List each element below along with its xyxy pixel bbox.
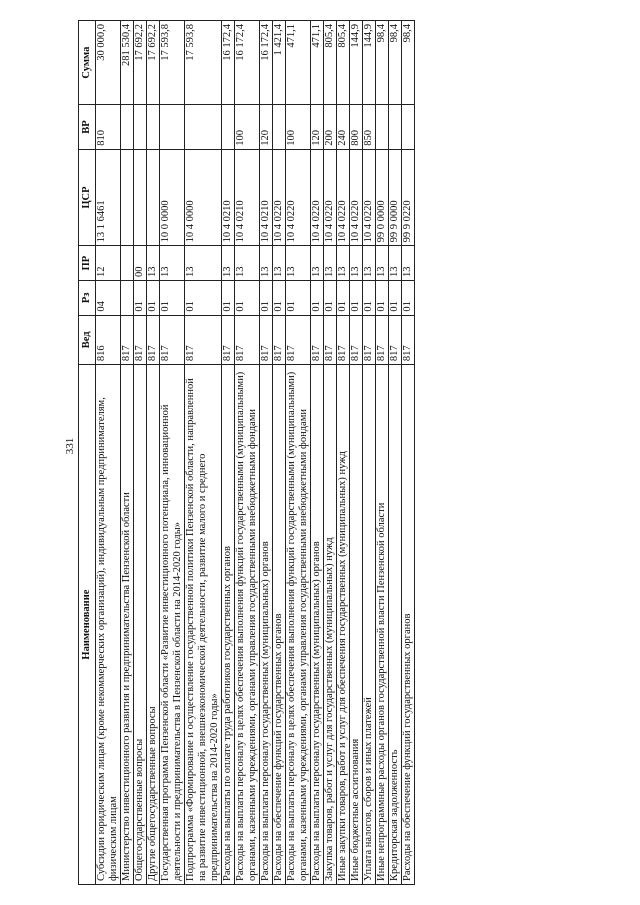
cell-rz: 01	[185, 280, 222, 315]
cell-sum: 30 000,0	[96, 21, 121, 105]
cell-rz: 01	[222, 280, 235, 315]
table-row	[376, 21, 389, 885]
cell-vr: 240	[337, 105, 350, 150]
cell-csr: 13 1 6461	[96, 149, 121, 246]
cell-pr: 12	[96, 246, 121, 281]
cell-csr: 10 4 0220	[311, 149, 324, 246]
cell-ved: 817	[350, 315, 363, 365]
cell-sum: 16 172,4	[222, 21, 235, 105]
cell-pr	[121, 246, 134, 281]
cell-ved: 817	[363, 315, 376, 365]
cell-csr: 10 4 0220	[273, 149, 286, 246]
cell-ved: 817	[222, 315, 235, 365]
header-ved: Вед	[79, 315, 96, 365]
cell-sum: 16 172,4	[235, 21, 260, 105]
cell-rz: 01	[286, 280, 311, 315]
cell-vr	[402, 105, 415, 150]
table-row	[185, 21, 222, 885]
cell-csr: 10 4 0220	[324, 149, 337, 246]
cell-rz: 01	[235, 280, 260, 315]
header-name: Наименование	[79, 365, 96, 885]
cell-name: Иные бюджетные ассигнования	[350, 365, 363, 885]
table-row	[235, 21, 260, 885]
cell-pr: 13	[350, 246, 363, 281]
cell-pr: 13	[402, 246, 415, 281]
header-sum: Сумма	[79, 21, 96, 105]
cell-csr: 10 4 0220	[337, 149, 350, 246]
cell-name: Расходы на выплаты персоналу в целях обеспечения выполнения функций государственными (муниципальными) органами, казенными учреждениями, органами управления государственными внебюджетными фондами	[286, 365, 311, 885]
cell-csr: 10 4 0220	[286, 149, 311, 246]
budget-table	[78, 20, 415, 885]
cell-csr: 10 4 0220	[350, 149, 363, 246]
cell-ved: 817	[337, 315, 350, 365]
table-row	[121, 21, 134, 885]
cell-sum: 16 172,4	[260, 21, 273, 105]
cell-csr	[147, 149, 160, 246]
cell-csr: 10 4 0210	[222, 149, 235, 246]
table-row	[96, 21, 121, 885]
cell-vr: 100	[235, 105, 260, 150]
header-vr: ВР	[79, 105, 96, 150]
header-csr: ЦСР	[79, 149, 96, 246]
cell-ved: 817	[235, 315, 260, 365]
cell-rz: 01	[147, 280, 160, 315]
cell-name: Расходы на обеспечение функций государственных органов	[402, 365, 415, 885]
cell-name: Расходы на обеспечение функций государственных органов	[273, 365, 286, 885]
cell-ved: 817	[389, 315, 402, 365]
cell-sum: 144,9	[350, 21, 363, 105]
cell-csr: 10 4 0000	[185, 149, 222, 246]
cell-ved: 816	[96, 315, 121, 365]
cell-rz: 01	[363, 280, 376, 315]
cell-pr: 13	[389, 246, 402, 281]
cell-ved: 817	[160, 315, 185, 365]
cell-ved: 817	[376, 315, 389, 365]
cell-pr: 13	[185, 246, 222, 281]
cell-pr: 13	[260, 246, 273, 281]
cell-rz: 04	[96, 280, 121, 315]
cell-pr: 13	[222, 246, 235, 281]
cell-rz: 01	[160, 280, 185, 315]
table-row	[324, 21, 337, 885]
cell-sum: 281 530,4	[121, 21, 134, 105]
cell-sum: 471,1	[286, 21, 311, 105]
cell-rz: 01	[134, 280, 147, 315]
table-row	[337, 21, 350, 885]
cell-ved: 817	[260, 315, 273, 365]
cell-name: Расходы на выплаты персоналу государственных (муниципальных) органов	[260, 365, 273, 885]
cell-vr	[134, 105, 147, 150]
cell-name: Расходы на выплаты персоналу государственных (муниципальных) органов	[311, 365, 324, 885]
cell-pr: 13	[147, 246, 160, 281]
cell-vr	[273, 105, 286, 150]
table-row	[160, 21, 185, 885]
cell-sum: 805,4	[324, 21, 337, 105]
cell-ved: 817	[134, 315, 147, 365]
table-row	[311, 21, 324, 885]
cell-sum: 1 421,4	[273, 21, 286, 105]
cell-vr	[121, 105, 134, 150]
table-row	[389, 21, 402, 885]
rotated-table-container	[78, 20, 548, 885]
table-row	[147, 21, 160, 885]
cell-name: Общегосударственные вопросы	[134, 365, 147, 885]
cell-pr: 00	[134, 246, 147, 281]
cell-rz	[121, 280, 134, 315]
cell-sum: 17 593,8	[160, 21, 185, 105]
cell-vr	[376, 105, 389, 150]
table-row	[286, 21, 311, 885]
cell-ved: 817	[185, 315, 222, 365]
cell-pr: 13	[376, 246, 389, 281]
cell-rz: 01	[350, 280, 363, 315]
cell-ved: 817	[324, 315, 337, 365]
cell-pr: 13	[160, 246, 185, 281]
cell-pr: 13	[235, 246, 260, 281]
cell-name: Уплата налогов, сборов и иных платежей	[363, 365, 376, 885]
cell-ved: 817	[402, 315, 415, 365]
cell-name: Иные закупки товаров, работ и услуг для обеспечения государственных (муниципальных) нужд	[337, 365, 350, 885]
cell-csr: 99 9 0220	[402, 149, 415, 246]
table-row	[350, 21, 363, 885]
cell-pr: 13	[337, 246, 350, 281]
cell-sum: 98,4	[402, 21, 415, 105]
cell-rz: 01	[376, 280, 389, 315]
cell-vr: 120	[260, 105, 273, 150]
cell-name: Подпрограмма «Формирование и осуществление государственной политики Пензенской области, направленной на развитие инвестиционной, внешнеэкономической деятельности, развитие малого и среднего предпринимательства на 2014-2020 годы»	[185, 365, 222, 885]
cell-rz: 01	[324, 280, 337, 315]
cell-name: Другие общегосударственные вопросы	[147, 365, 160, 885]
cell-ved: 817	[121, 315, 134, 365]
cell-sum: 98,4	[376, 21, 389, 105]
cell-rz: 01	[402, 280, 415, 315]
page-number: 331	[64, 437, 76, 455]
cell-sum: 98,4	[389, 21, 402, 105]
cell-vr: 100	[286, 105, 311, 150]
cell-vr	[147, 105, 160, 150]
cell-csr	[121, 149, 134, 246]
table-row	[134, 21, 147, 885]
cell-csr: 10 4 0210	[235, 149, 260, 246]
cell-pr: 13	[363, 246, 376, 281]
cell-name: Расходы на выплаты персоналу в целях обеспечения выполнения функций государственными (муниципальными) органами, казенными учреждениями, органами управления государственными внебюджетными фондами	[235, 365, 260, 885]
cell-vr: 810	[96, 105, 121, 150]
rotated-page-frame	[78, 20, 548, 885]
table-header-row	[79, 21, 96, 885]
cell-name: Министерство инвестиционного развития и предпринимательства Пензенской области	[121, 365, 134, 885]
table-body	[96, 21, 415, 885]
cell-csr: 10 4 0220	[363, 149, 376, 246]
header-rz: Рз	[79, 280, 96, 315]
cell-sum: 17 692,2	[134, 21, 147, 105]
cell-rz: 01	[337, 280, 350, 315]
cell-pr: 13	[311, 246, 324, 281]
cell-name: Иные непрограммные расходы органов государственной власти Пензенской области	[376, 365, 389, 885]
table-row	[222, 21, 235, 885]
cell-csr: 10 0 0000	[160, 149, 185, 246]
cell-pr: 13	[273, 246, 286, 281]
cell-sum: 17 692,2	[147, 21, 160, 105]
cell-csr: 99 0 0000	[376, 149, 389, 246]
cell-rz: 01	[273, 280, 286, 315]
cell-sum: 805,4	[337, 21, 350, 105]
cell-vr	[222, 105, 235, 150]
table-row	[402, 21, 415, 885]
cell-vr: 800	[350, 105, 363, 150]
cell-rz: 01	[311, 280, 324, 315]
cell-csr: 99 9 0000	[389, 149, 402, 246]
cell-sum: 471,1	[311, 21, 324, 105]
cell-name: Государственная программа Пензенской области «Развитие инвестиционного потенциала, инновационной деятельности и предпринимательства в Пензенской области на 2014-2020 годы»	[160, 365, 185, 885]
cell-pr: 13	[286, 246, 311, 281]
cell-rz: 01	[260, 280, 273, 315]
cell-name: Субсидии юридическим лицам (кроме некоммерческих организаций), индивидуальным предпринимателям, физическим лицам	[96, 365, 121, 885]
cell-name: Расходы на выплаты по оплате труда работников государственных органов	[222, 365, 235, 885]
table-row	[260, 21, 273, 885]
header-pr: ПР	[79, 246, 96, 281]
cell-vr	[185, 105, 222, 150]
table-row	[273, 21, 286, 885]
cell-ved: 817	[286, 315, 311, 365]
cell-sum: 17 593,8	[185, 21, 222, 105]
cell-name: Закупка товаров, работ и услуг для государственных (муниципальных) нужд	[324, 365, 337, 885]
cell-vr	[389, 105, 402, 150]
cell-ved: 817	[273, 315, 286, 365]
cell-name: Кредиторская задолженность	[389, 365, 402, 885]
cell-vr: 120	[311, 105, 324, 150]
table-row	[363, 21, 376, 885]
cell-pr: 13	[324, 246, 337, 281]
cell-vr: 200	[324, 105, 337, 150]
cell-ved: 817	[147, 315, 160, 365]
cell-csr	[134, 149, 147, 246]
cell-rz: 01	[389, 280, 402, 315]
cell-vr: 850	[363, 105, 376, 150]
cell-vr	[160, 105, 185, 150]
cell-sum: 144,9	[363, 21, 376, 105]
cell-ved: 817	[311, 315, 324, 365]
cell-csr: 10 4 0210	[260, 149, 273, 246]
